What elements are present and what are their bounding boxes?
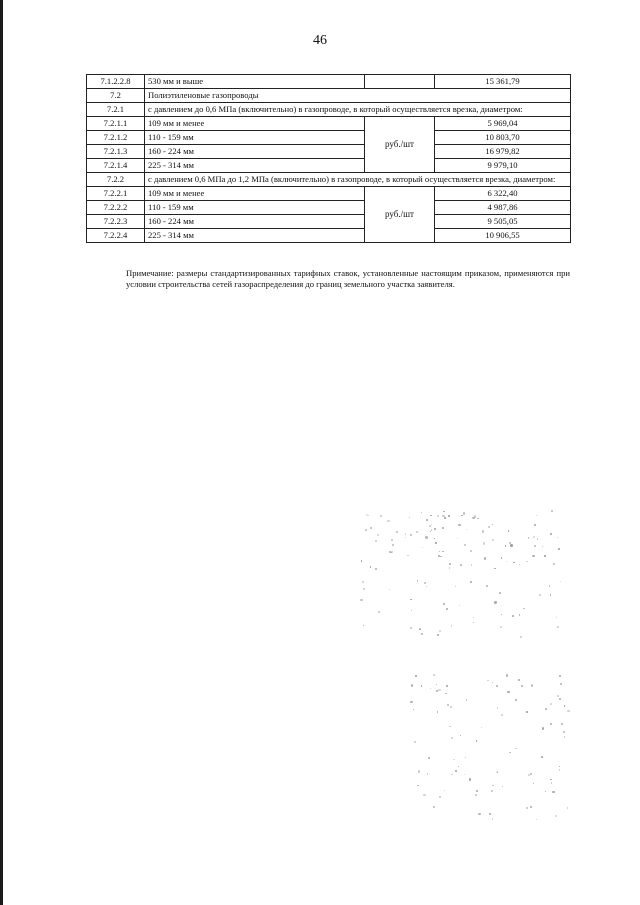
scan-speck (445, 693, 446, 694)
scan-speck (457, 538, 458, 539)
scan-speck (449, 563, 451, 565)
unit-cell: руб./шт (365, 187, 435, 243)
table-row (87, 131, 571, 145)
scan-speck (375, 540, 377, 542)
scan-speck (506, 674, 508, 676)
scan-speck (439, 551, 440, 552)
scan-speck (484, 557, 486, 559)
scan-speck (449, 726, 450, 727)
scan-speck (439, 630, 441, 632)
scan-speck (458, 524, 460, 526)
table-note (86, 268, 570, 290)
scan-speck (476, 790, 478, 792)
scan-speck (407, 555, 408, 556)
scan-speck (451, 625, 452, 626)
scan-speck (444, 517, 446, 519)
scan-speck (389, 589, 390, 590)
subsection-heading: с давлением 0,6 МПа до 1,2 МПа (включительно) в газопроводе, в который осуществляется врезка, диаметром: (145, 173, 571, 187)
scan-speck (536, 819, 537, 820)
scan-speck (550, 779, 552, 781)
table-row (87, 229, 571, 243)
scan-speck (532, 555, 534, 557)
scan-speck (537, 538, 538, 539)
table-row (87, 117, 571, 131)
scan-speck (411, 610, 412, 611)
scan-speck (361, 560, 362, 561)
scan-speck (530, 806, 532, 808)
scan-speck (451, 774, 452, 775)
scan-speck (471, 564, 473, 566)
scan-speck (434, 538, 435, 539)
scan-speck (559, 769, 561, 771)
tariff-table (86, 74, 571, 243)
table-row (87, 215, 571, 229)
scan-speck (417, 785, 418, 786)
row-code: 7.2.1.2 (87, 131, 145, 145)
scan-speck (426, 519, 428, 521)
scan-speck (431, 524, 432, 525)
scan-speck (563, 731, 565, 733)
scan-speck (387, 520, 389, 522)
scan-speck (389, 551, 391, 553)
scan-speck (464, 544, 465, 545)
scan-speck (446, 685, 448, 687)
scan-left-border (0, 0, 3, 905)
scan-speck (559, 766, 560, 767)
scan-speck (508, 530, 510, 532)
scan-speck (429, 525, 431, 527)
scan-speck (418, 770, 420, 772)
scan-speck (475, 794, 477, 796)
scan-speck (421, 685, 423, 687)
scan-speck (434, 528, 436, 530)
scan-speck (559, 675, 561, 677)
scan-speck (417, 580, 419, 582)
scan-speck (435, 542, 437, 544)
scan-speck (427, 773, 429, 775)
scan-speck (494, 601, 496, 603)
scan-speck (411, 684, 414, 687)
scan-speck (458, 766, 459, 767)
scan-speck (461, 515, 463, 517)
scan-speck (539, 594, 542, 597)
scan-speck (486, 585, 488, 587)
scan-speck (536, 515, 537, 516)
row-code: 7.2.1.1 (87, 117, 145, 131)
subsection-heading: с давлением до 0,6 МПа (включительно) в газопроводе, в который осуществляется врезка, диаметром: (145, 103, 571, 117)
scan-speck (455, 586, 456, 587)
scan-speck (542, 546, 543, 547)
scan-speck (444, 790, 445, 791)
scan-speck (497, 707, 499, 709)
scan-speck (483, 542, 485, 544)
scan-speck (519, 564, 520, 565)
row-code: 7.2.1 (87, 103, 145, 117)
row-price: 16 979,82 (435, 145, 571, 159)
row-code: 7.2.2.3 (87, 215, 145, 229)
scan-speck (465, 757, 466, 758)
scan-speck (363, 588, 365, 590)
scan-speck (528, 537, 530, 539)
table-row (87, 159, 571, 173)
scan-speck (549, 585, 551, 587)
scan-speck (515, 748, 517, 750)
scan-speck (559, 698, 561, 700)
scan-speck (521, 685, 523, 687)
table-row (87, 173, 571, 187)
scan-speck (378, 611, 380, 613)
scan-speck (510, 544, 512, 546)
scan-speck (365, 529, 367, 531)
scan-speck (541, 756, 543, 758)
scan-speck (363, 625, 364, 626)
scan-speck (442, 551, 443, 552)
scan-speck (476, 740, 478, 742)
scan-speck (421, 633, 424, 636)
scan-speck (550, 723, 552, 725)
row-code: 7.2.2.2 (87, 201, 145, 215)
row-description: 160 - 224 мм (145, 215, 365, 229)
scan-speck (564, 705, 565, 706)
scan-speck (370, 527, 372, 529)
row-description: 225 - 314 мм (145, 159, 365, 173)
scan-speck (534, 545, 536, 547)
scan-speck (410, 627, 412, 629)
scan-speck (439, 796, 441, 798)
scan-speck (360, 599, 363, 602)
row-unit (365, 75, 435, 89)
scan-speck (534, 524, 536, 526)
scan-speck (409, 517, 410, 518)
row-code: 7.1.2.2.8 (87, 75, 145, 89)
scan-speck (557, 537, 558, 538)
scan-speck (481, 727, 483, 729)
scan-speck (447, 704, 449, 706)
scan-speck (450, 706, 452, 708)
scan-speck (391, 539, 393, 541)
scan-speck (463, 512, 466, 515)
table-row (87, 187, 571, 201)
scan-speck (449, 567, 450, 568)
scan-speck (557, 695, 559, 697)
scan-speck (501, 614, 503, 616)
scan-speck (533, 536, 535, 538)
scan-speck (396, 531, 398, 533)
scan-speck (437, 634, 438, 635)
scan-speck (506, 561, 507, 562)
page-number: 46 (313, 33, 327, 48)
table-row (87, 75, 571, 89)
row-code: 7.2 (87, 89, 145, 103)
scan-speck (405, 533, 407, 535)
row-description: 530 мм и выше (145, 75, 365, 89)
scan-speck (437, 515, 439, 517)
scan-speck (553, 563, 555, 565)
scan-speck (492, 818, 493, 819)
scan-speck (515, 699, 517, 701)
row-price: 9 979,10 (435, 159, 571, 173)
scan-speck (526, 807, 528, 809)
scan-speck (366, 514, 368, 516)
section-heading: Полиэтиленовые газопроводы (145, 89, 571, 103)
scan-speck (509, 752, 510, 753)
row-price: 5 969,04 (435, 117, 571, 131)
unit-cell: руб./шт (365, 117, 435, 173)
scan-speck (496, 685, 498, 687)
row-code: 7.2.2.4 (87, 229, 145, 243)
scan-speck (488, 526, 490, 528)
scan-speck (560, 581, 561, 582)
scan-speck (499, 592, 501, 594)
scan-speck (391, 551, 393, 553)
scan-speck (451, 737, 453, 739)
scan-speck (430, 688, 431, 689)
row-description: 160 - 224 мм (145, 145, 365, 159)
scan-speck (430, 531, 431, 532)
row-code: 7.2.2 (87, 173, 145, 187)
scan-speck (419, 629, 421, 631)
scan-speck (526, 561, 528, 563)
scan-speck (550, 594, 551, 595)
scan-speck (478, 813, 481, 816)
scan-speck (455, 770, 457, 772)
scan-speck (460, 564, 462, 566)
scan-speck (491, 790, 493, 792)
row-code: 7.2.2.1 (87, 187, 145, 201)
table-row (87, 201, 571, 215)
scan-speck (421, 512, 422, 513)
scan-speck (466, 529, 467, 530)
scan-speck (423, 794, 426, 797)
scan-speck (380, 515, 382, 517)
scan-speck (533, 783, 534, 784)
scan-speck (544, 555, 546, 557)
row-price: 10 803,70 (435, 131, 571, 145)
scan-speck (377, 534, 379, 536)
scan-speck (433, 674, 435, 676)
scan-speck (551, 510, 552, 511)
scan-speck (492, 539, 494, 541)
scan-speck (410, 701, 412, 703)
scan-speck (552, 791, 554, 793)
scan-speck (487, 680, 488, 681)
scan-speck (426, 586, 427, 587)
scan-speck (518, 679, 520, 681)
scan-speck (425, 536, 428, 539)
scan-speck (392, 544, 394, 546)
scan-speck (415, 675, 417, 677)
scan-speck (438, 689, 441, 692)
scan-speck (500, 626, 502, 628)
scan-speck (561, 723, 562, 724)
row-price: 9 505,05 (435, 215, 571, 229)
scan-speck (469, 778, 472, 781)
scan-speck (513, 562, 514, 563)
scan-speck (556, 617, 557, 618)
scan-speck (473, 617, 474, 618)
scan-speck (501, 714, 503, 716)
scan-speck (501, 557, 503, 559)
row-price: 4 987,86 (435, 201, 571, 215)
scan-speck (489, 813, 491, 815)
scan-speck (375, 568, 377, 570)
scan-speck (370, 566, 371, 567)
scan-speck (413, 709, 415, 711)
note-text: Примечание: размеры стандартизированных тарифных ставок, установленные настоящим приказом, применяются при условии строительства сетей газораспределения до границ земельного участка заявителя. (126, 268, 570, 289)
row-description: 110 - 159 мм (145, 201, 365, 215)
scan-speck (416, 531, 418, 533)
row-code: 7.2.1.4 (87, 159, 145, 173)
scan-speck (542, 727, 544, 729)
row-description: 109 мм и менее (145, 187, 365, 201)
row-price: 15 361,79 (435, 75, 571, 89)
scan-speck (482, 530, 485, 533)
scan-speck (545, 708, 547, 710)
scan-speck (436, 684, 437, 685)
scan-speck (430, 515, 432, 517)
scan-speck (410, 534, 412, 536)
scan-speck (446, 608, 448, 610)
row-price: 6 322,40 (435, 187, 571, 201)
scan-speck (505, 545, 506, 546)
scan-speck (428, 757, 430, 759)
scan-speck (459, 605, 460, 606)
scan-speck (477, 518, 478, 519)
row-description: 110 - 159 мм (145, 131, 365, 145)
scan-speck (440, 556, 442, 558)
scan-speck (410, 599, 412, 601)
scan-speck (492, 524, 493, 525)
scan-speck (557, 626, 559, 628)
scan-speck (520, 636, 523, 639)
scan-speck (464, 774, 465, 775)
scan-speck (502, 786, 503, 787)
scan-speck (567, 807, 569, 809)
row-description: 109 мм и менее (145, 117, 365, 131)
scan-speck (448, 515, 450, 517)
scan-speck (437, 711, 438, 712)
scan-speck (473, 517, 475, 519)
scan-speck (494, 568, 496, 570)
scan-speck (558, 548, 560, 550)
scan-speck (433, 806, 435, 808)
scan-speck (473, 622, 474, 623)
scan-speck (492, 785, 494, 787)
scan-speck (470, 550, 472, 552)
scan-speck (422, 547, 423, 548)
scan-speck (443, 603, 445, 605)
scan-speck (507, 691, 509, 693)
scan-speck (519, 614, 520, 615)
scan-speck (453, 759, 455, 761)
scan-speck (555, 815, 557, 817)
scan-speck (551, 782, 553, 784)
scan-speck (550, 703, 552, 705)
scan-speck (523, 608, 524, 609)
row-description: 225 - 314 мм (145, 229, 365, 243)
scan-speck (492, 682, 494, 684)
scan-speck (424, 582, 426, 584)
table-row (87, 89, 571, 103)
row-price: 10 906,55 (435, 229, 571, 243)
scan-speck (442, 527, 444, 529)
scan-speck (367, 515, 368, 516)
table-row (87, 145, 571, 159)
scan-speck (526, 711, 528, 713)
scan-speck (414, 741, 416, 743)
scan-speck (567, 710, 570, 713)
scan-speck (405, 537, 406, 538)
scan-speck (362, 581, 364, 583)
scan-speck (564, 736, 565, 737)
row-code: 7.2.1.3 (87, 145, 145, 159)
scan-speck (470, 581, 472, 583)
scan-speck (545, 791, 546, 792)
table-row (87, 103, 571, 117)
scan-speck (460, 735, 461, 736)
scan-speck (528, 774, 530, 776)
scan-speck (512, 615, 514, 617)
scan-speck (560, 683, 562, 685)
scan-speck (443, 511, 445, 513)
scan-speck (466, 699, 467, 700)
scan-speck (497, 771, 498, 772)
scan-speck (550, 533, 552, 535)
